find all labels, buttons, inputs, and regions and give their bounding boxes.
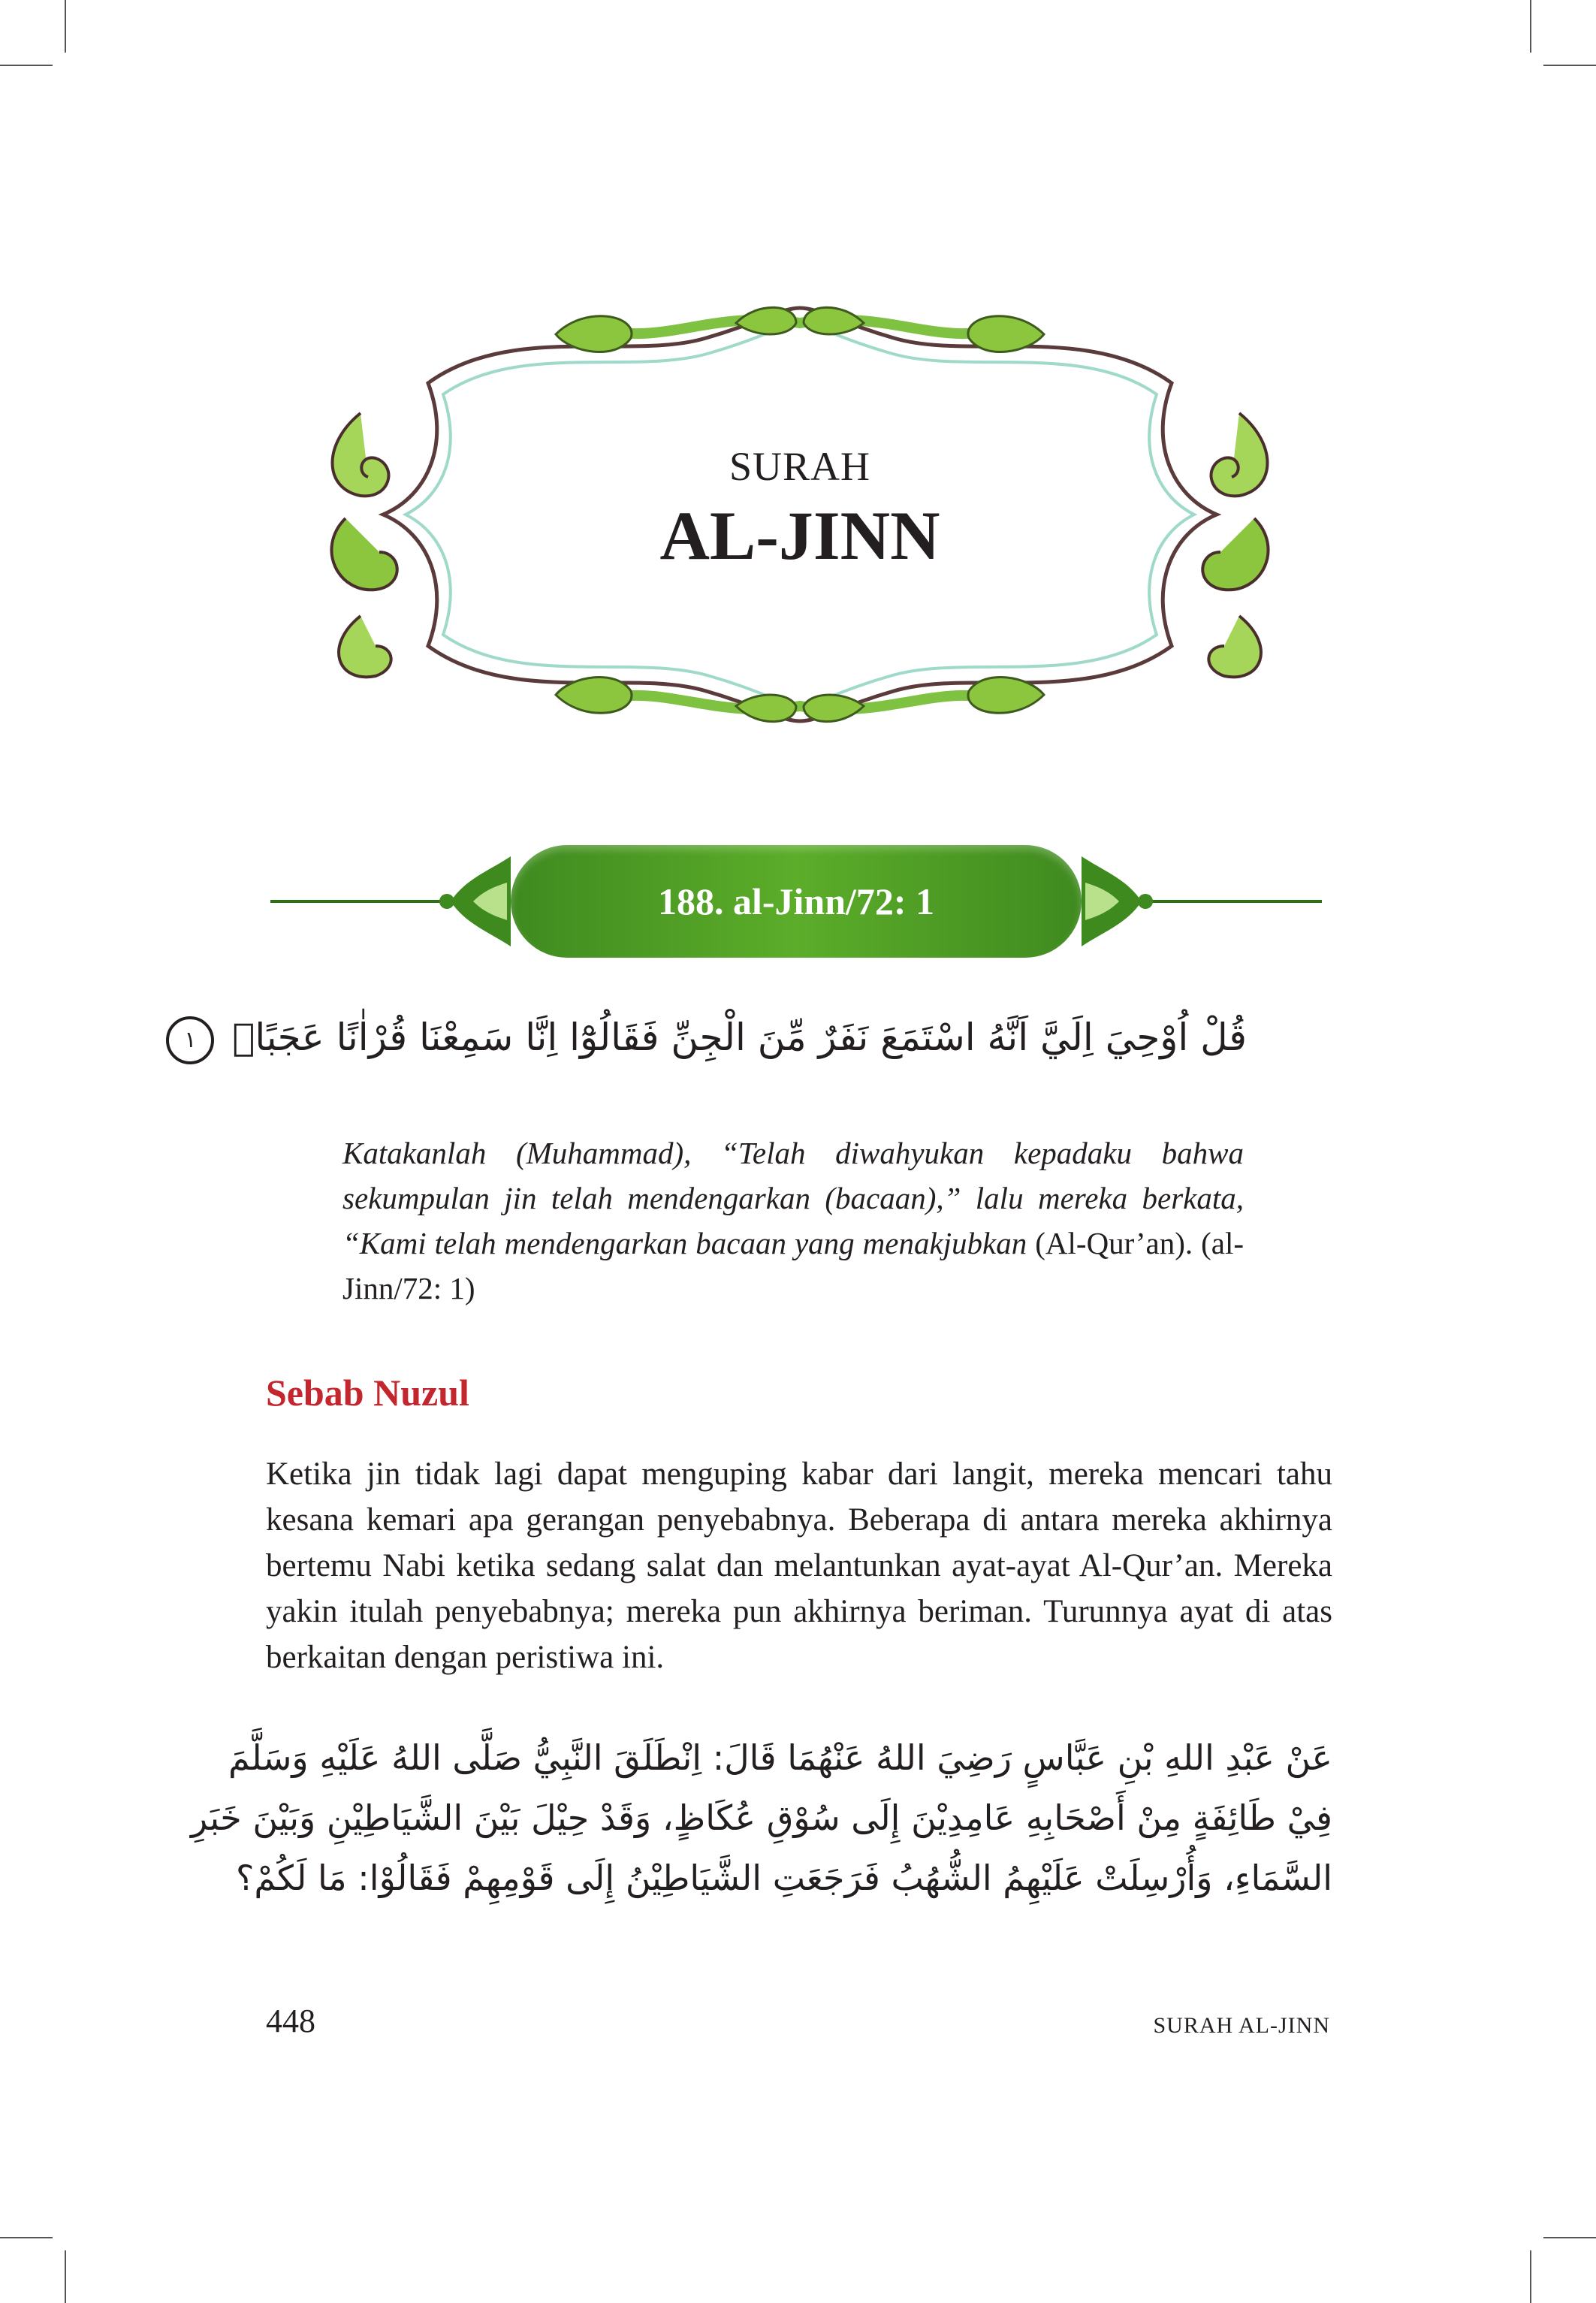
page-number: 448 — [266, 2003, 315, 2039]
crop-mark — [1543, 65, 1596, 66]
crop-mark — [0, 65, 53, 66]
hadith-line: السَّمَاءِ، وَأُرْسِلَتْ عَلَيْهِمُ الشُّهُبُ فَرَجَعَتِ الشَّيَاطِيْنُ إِلَى قَوْمِهِمْ فَقَالُوْا: مَا لَكُمْ؟ — [235, 1858, 1332, 1898]
hadith-line: فِيْ طَائِفَةٍ مِنْ أَصْحَابِهِ عَامِدِيْنَ إِلَى سُوْقِ عُكَاظٍ، وَقَدْ حِيْلَ بَيْنَ الشَّيَاطِيْنِ وَبَيْنَ خَبَرِ — [191, 1797, 1332, 1838]
ayah-number-marker: ١ — [166, 1016, 214, 1064]
surah-title-frame — [315, 293, 1284, 736]
crop-mark — [1530, 0, 1531, 53]
hadith-text — [191, 1728, 1332, 1908]
hadith-line: عَنْ عَبْدِ اللهِ بْنِ عَبَّاسٍ رَضِيَ اللهُ عَنْهُمَا قَالَ: اِنْطَلَقَ النَّبِيُّ صَلَّى اللهُ عَلَيْهِ وَسَلَّمَ — [228, 1737, 1332, 1778]
translation-tail: (Al-Qur’an). (al-Jinn/72: 1) — [342, 1226, 1244, 1305]
arabic-verse-text: قُلْ اُوْحِيَ اِلَيَّ اَنَّهُ اسْتَمَعَ نَفَرٌ مِّنَ الْجِنِّ فَقَالُوْٓا اِنَّا سَمِعْنَا قُرْاٰنًا عَجَبًاۙ — [232, 1016, 1247, 1059]
section-heading: Sebab Nuzul — [266, 1372, 469, 1414]
surah-label: SURAH — [729, 444, 871, 489]
body-paragraph: Ketika jin tidak lagi dapat menguping kabar dari langit, mereka mencari tahu kesana kemari apa gerangan penyebabnya. Beberapa di antara mereka akhirnya bertemu Nabi ketika sedang salat dan melantunkan ayat-ayat Al-Qur’an. Mereka yakin itulah penyebabnya; mereka pun akhirnya beriman. Turunnya ayat di atas berkaitan dengan peristiwa ini. — [266, 1456, 1332, 1675]
crop-mark — [1530, 2250, 1531, 2303]
crop-mark — [1543, 2237, 1596, 2238]
arabic-verse — [184, 1016, 1247, 1091]
crop-mark — [65, 0, 66, 53]
running-head: SURAH AL-JINN — [1153, 2013, 1330, 2038]
verse-translation — [342, 1130, 1244, 1311]
crop-mark — [0, 2237, 53, 2238]
surah-name: AL-JINN — [659, 497, 940, 574]
body-text — [266, 1451, 1332, 1680]
verse-reference-bar — [270, 841, 1322, 961]
verse-reference-label: 188. al-Jinn/72: 1 — [511, 845, 1082, 958]
translation-italic: Katakanlah (Muhammad), “Telah diwahyukan kepadaku bahwa sekumpulan jin telah mendengarkan (bacaan),” lalu mereka berkata, “Kami telah mendengarkan bacaan yang menakjubkan — [342, 1136, 1244, 1260]
crop-mark — [65, 2250, 66, 2303]
